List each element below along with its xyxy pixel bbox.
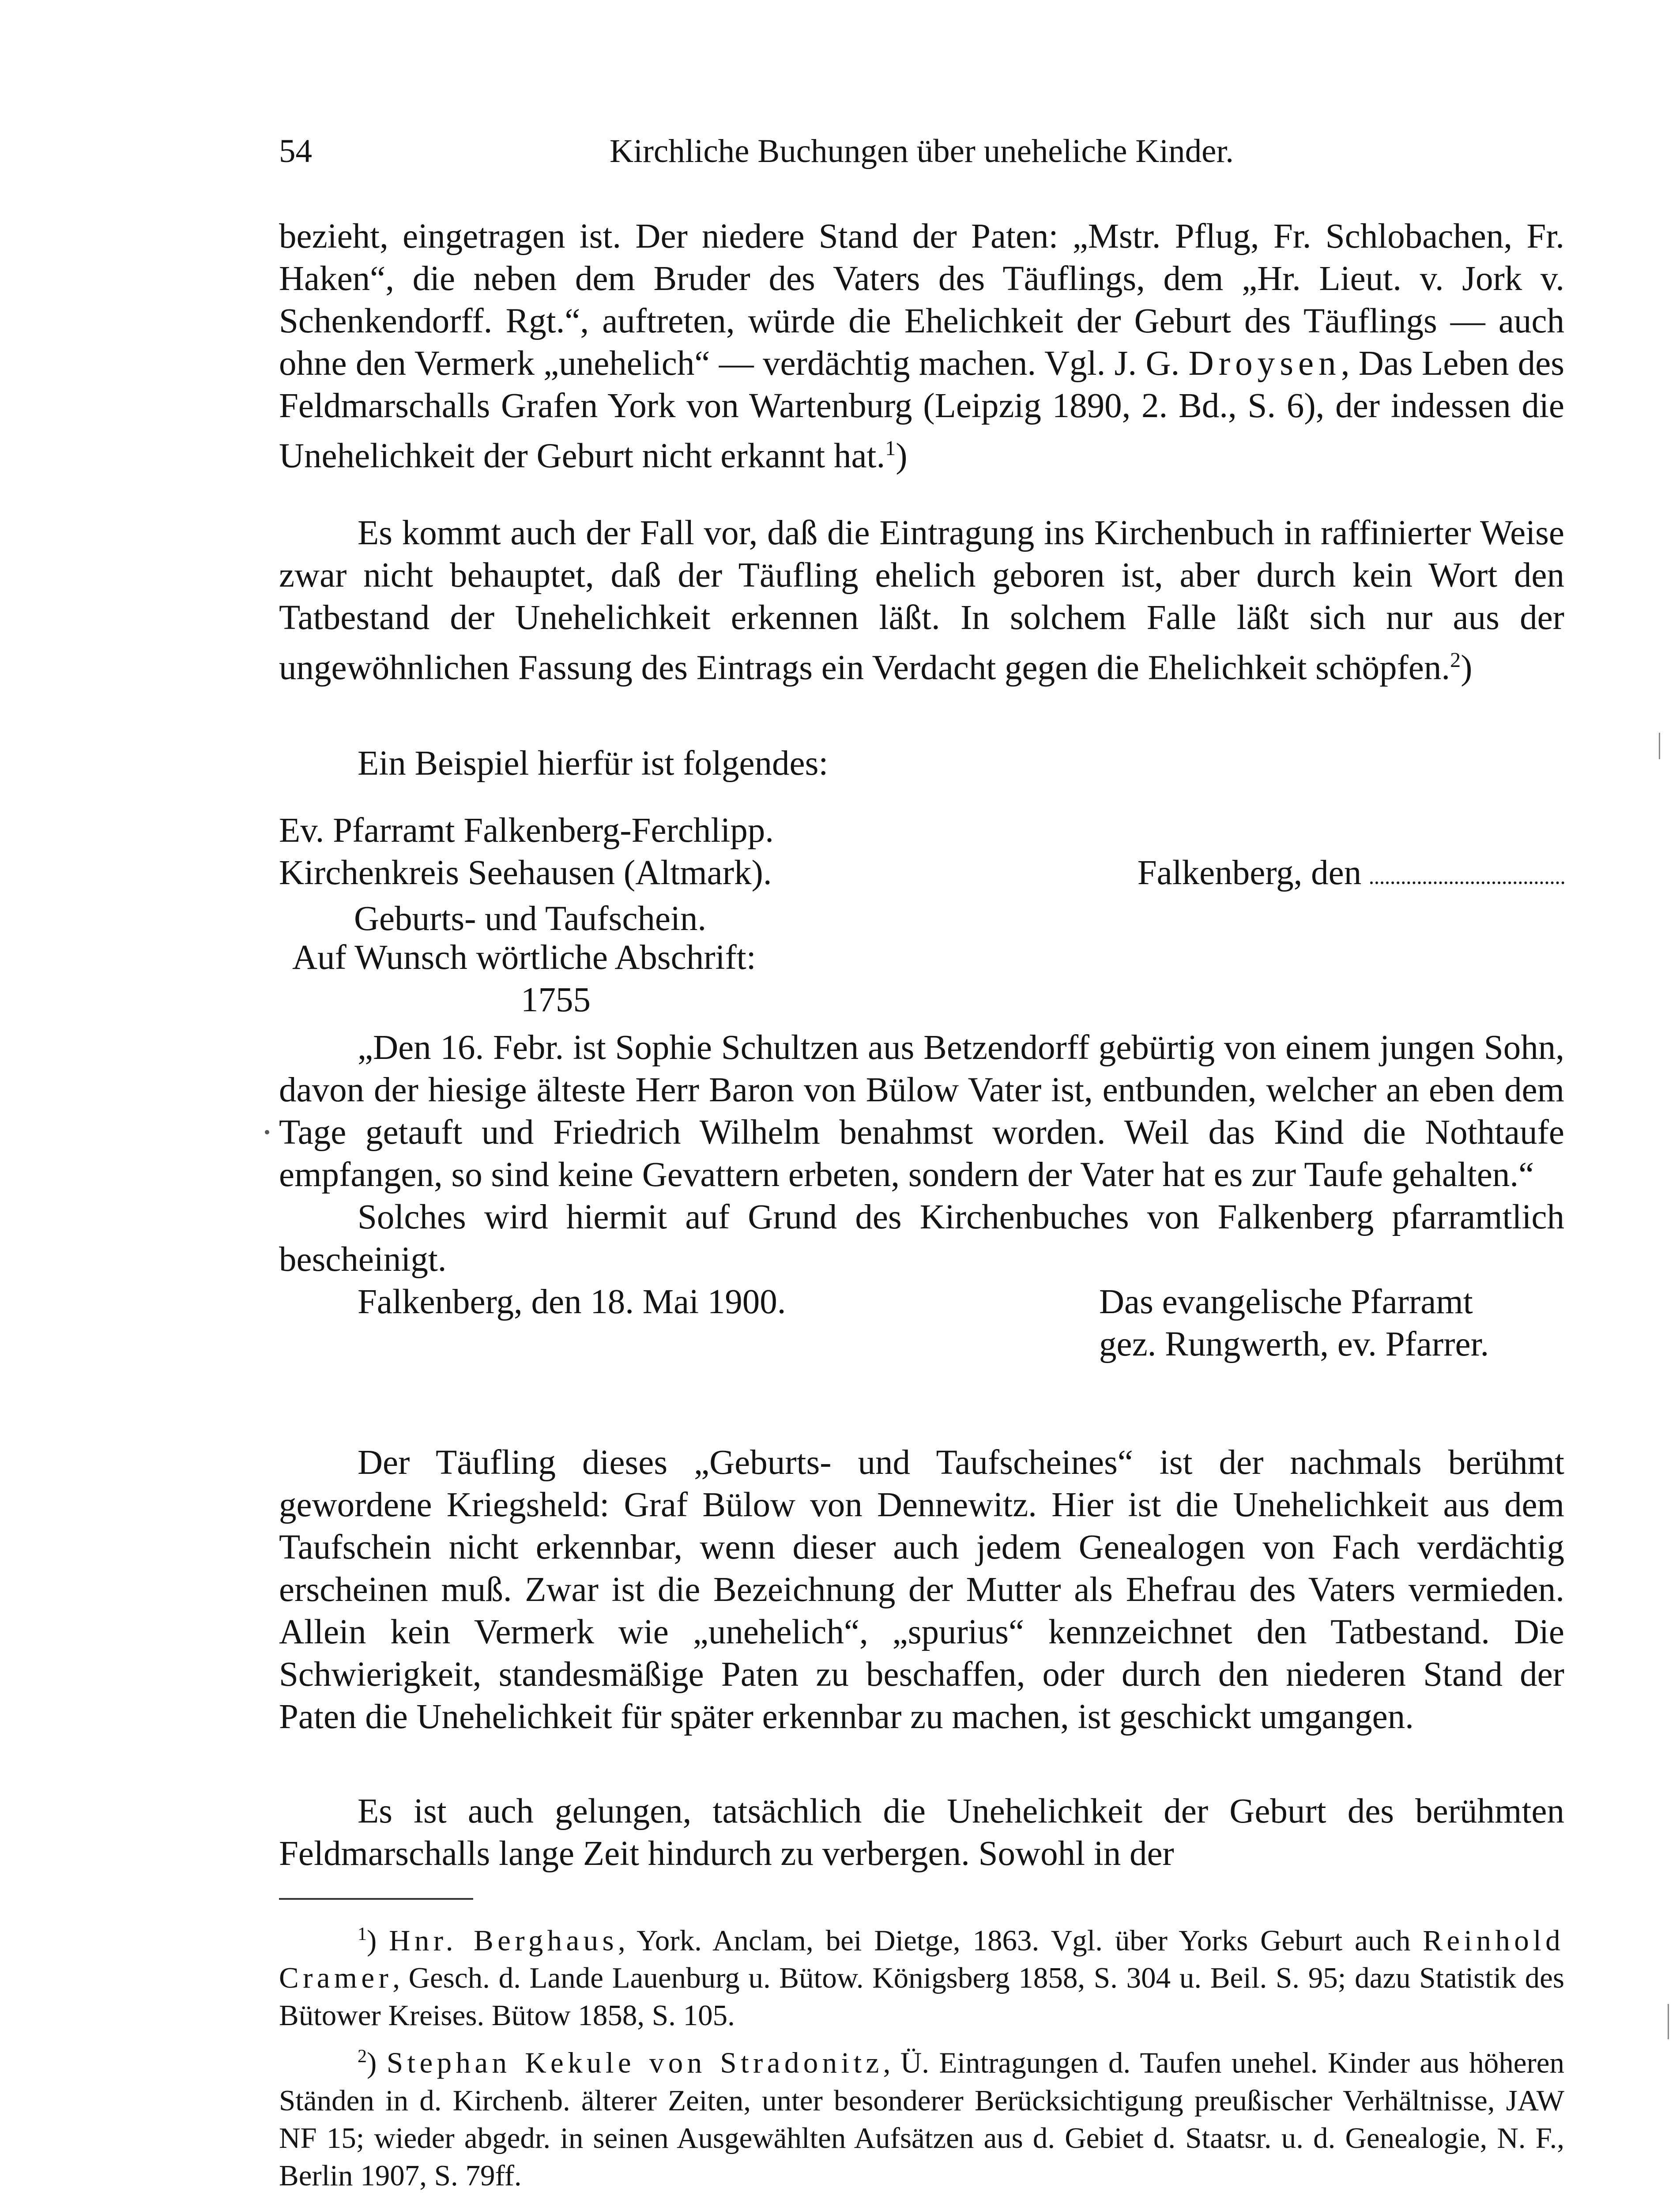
- church-district: Kirchenkreis Seehausen (Altmark).: [279, 854, 772, 892]
- footnote-1-author-2: Reinhold Cramer: [279, 1924, 1565, 1995]
- page-header: [279, 132, 1564, 185]
- footnote-2-author: Stephan Kekule von Stradonitz: [386, 2046, 883, 2079]
- paragraph-3-block: [279, 742, 1564, 785]
- footnote-1-author: Hnr. Berghaus: [389, 1924, 618, 1957]
- entry-year: 1755: [521, 981, 591, 1019]
- paragraph-2: Es kommt auch der Fall vor, daß die Eintragung ins Kirchenbuch in raffinierter Weise zwar nicht behauptet, daß der Täufling ehelich geboren ist, aber durch kein Wort den Tatbestand der Unehelichkeit erkennen läßt. In solchem Falle läßt sich nur aus der ungewöhnlichen Fassung des Eintrags ein Verdacht gegen die Ehelichkeit schöpfen.$^2$): [279, 514, 1564, 687]
- paragraph-1: bezieht, eingetragen ist. Der niedere Stand der Paten: „Mstr. Pflug, Fr. Schlobachen, Fr. Haken“, die neben dem Bruder des Vaters des Täuflings, dem „Hr. Lieut. v. Jork v. Schenkendorff. Rgt.“, auftreten, würde die Ehelichkeit der Geburt des Täuflings — auch ohne den Vermerk „unehelich“ — verdächtig machen. Vgl. J. G. Droysen, Das Leben des Feldmarschalls Grafen York von Wartenburg (Leipzig 1890, 2. Bd., S. 6), der indessen die Unehelichkeit der Geburt nicht erkannt hat.$^1$): [279, 217, 1564, 475]
- certificate-title: Geburts- und Taufschein.: [354, 900, 707, 938]
- page-number: 54: [279, 133, 312, 169]
- margin-scan-mark: [1659, 733, 1660, 759]
- signature-office: Das evangelische Pfarramt: [1099, 1283, 1473, 1321]
- footnote-1: $^1$) Hnr. Berghaus, York. Anclam, bei Dietge, 1863. Vgl. über Yorks Geburt auch Reinhold Cramer, Gesch. d. Lande Lauenburg u. Bütow. Königsberg 1858, S. 304 u. Beil. S. 95; dazu Statistik des Bütower Kreises. Bütow 1858, S. 105.: [279, 1924, 1565, 2032]
- paragraph-4-block: [279, 1442, 1564, 1738]
- paragraph-5-block: [279, 1790, 1564, 1875]
- paragraph-3: Ein Beispiel hierfür ist folgendes:: [358, 744, 829, 783]
- paragraph-5: Es ist auch gelungen, tatsächlich die Unehelichkeit der Geburt des berühmten Feldmarschalls lange Zeit hindurch zu verbergen. Sowohl in der: [279, 1792, 1564, 1873]
- attestation: Solches wird hiermit auf Grund des Kirchenbuches von Falkenberg pfarramtlich bescheinigt.: [279, 1198, 1564, 1279]
- baptism-certificate: [279, 810, 1564, 1366]
- author-droysen: Droysen: [1188, 344, 1341, 383]
- signature-place-date: Falkenberg, den 18. Mai 1900.: [358, 1283, 786, 1321]
- parish-office: Ev. Pfarramt Falkenberg-Ferchlipp.: [279, 811, 774, 850]
- margin-dot-mark: [265, 1130, 269, 1134]
- paragraph-2-block: [279, 512, 1564, 689]
- footnote-ref-1[interactable]: 1: [885, 437, 896, 460]
- register-entry: „Den 16. Febr. ist Sophie Schultzen aus Betzendorff gebürtig von einem jungen Sohn, davon der hiesige älteste Herr Baron von Bülow Vater ist, entbunden, welcher an eben dem Tage getauft und Friedrich Wilhelm benahmst worden. Weil das Kind die Nothtaufe empfangen, so sind keine Gevattern erbeten, sondern der Vater hat es zur Taufe gehalten.“: [279, 1028, 1564, 1194]
- footnote-ref-2[interactable]: 2: [1450, 648, 1461, 672]
- footnote-separator: [279, 1898, 473, 1900]
- footnote-2: $^2$) Stephan Kekule von Stradonitz, Ü. Eintragungen d. Taufen unehel. Kinder aus höheren Ständen in d. Kirchenb. älterer Zeiten, unter besonderer Berücksichtigung preußischer Verhältnisse, JAW NF 15; wieder abgedr. in seinen Ausgewählten Aufsätzen aus d. Gebiet d. Staatsr. u. d. Genealogie, N. F., Berlin 1907, S. 79ff.: [279, 2046, 1564, 2192]
- signature-name: gez. Rungwerth, ev. Pfarrer.: [1099, 1325, 1489, 1363]
- paragraph-4: Der Täufling dieses „Geburts- und Taufscheines“ ist der nachmals berühmt gewordene Kriegsheld: Graf Bülow von Dennewitz. Hier ist die Unehelichkeit aus dem Taufschein nicht erkennbar, wenn dieser auch jedem Genealogen von Fach verdächtig erscheinen muß. Zwar ist die Bezeichnung der Mutter als Ehefrau des Vaters vermieden. Allein kein Vermerk wie „unehelich“, „spurius“ kennzeichnet den Tatbestand. Die Schwierigkeit, standesmäßige Paten zu beschaffen, oder durch den niederen Stand der Paten die Unehelichkeit für später erkennbar zu machen, ist geschickt umgangen.: [279, 1443, 1564, 1736]
- place-date-blank: Falkenberg, den: [1137, 854, 1362, 892]
- date-blank-line: [1370, 854, 1564, 884]
- certificate-subtitle: Auf Wunsch wörtliche Abschrift:: [292, 938, 756, 977]
- paragraph-continuation: [279, 215, 1564, 477]
- margin-scan-mark-2: [1668, 2004, 1669, 2039]
- running-head: Kirchliche Buchungen über uneheliche Kinder.: [609, 133, 1234, 169]
- footnotes: [279, 1916, 1564, 2195]
